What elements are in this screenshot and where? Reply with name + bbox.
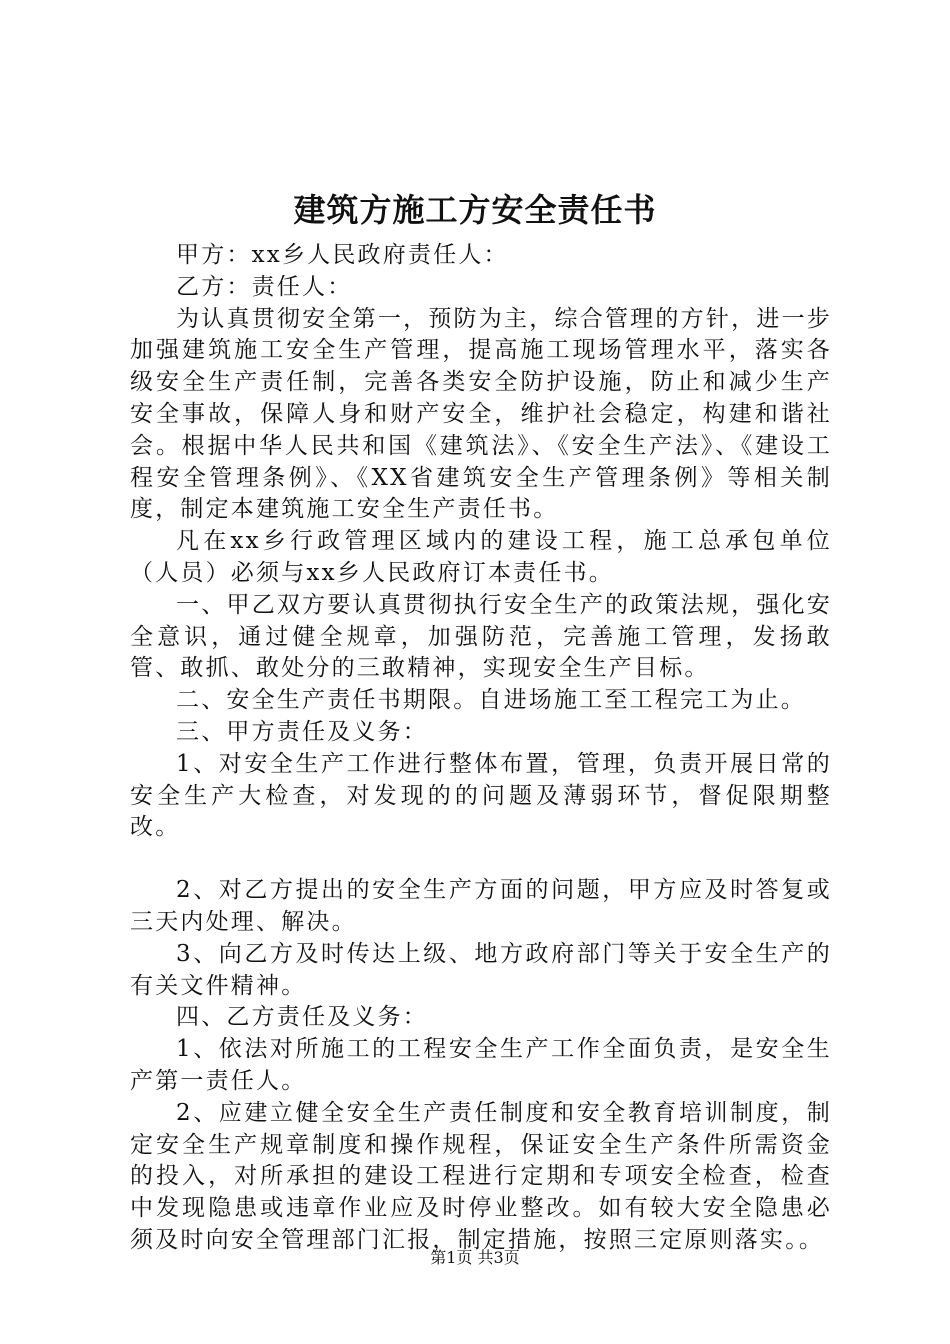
party-b-duty-2: 2、应建立健全安全生产责任制度和安全教育培训制度，制定安全生产规章制度和操作规程，保证安全生产条件所需资金的投入，对所承担的建设工程进行定期和专项安全检查，检查中发现隐患或违章作业应及时停业整改。如有较大安全隐患必须及时向安全管理部门汇报，制定措施，按照三定原则落实。。	[130, 1099, 832, 1253]
clause-three-heading: 三、甲方责任及义务：	[176, 718, 428, 745]
scope-paragraph: 凡在xx乡行政管理区域内的建设工程，施工总承包单位（人员）必须与xx乡人民政府订本责任书。	[130, 528, 832, 586]
party-b-line: 乙方：责任人：	[176, 273, 353, 300]
clause-two: 二、安全生产责任书期限。自进场施工至工程完工为止。	[176, 687, 806, 714]
clause-four-heading: 四、乙方责任及义务：	[176, 1004, 428, 1031]
party-a-duty-3: 3、向乙方及时传达上级、地方政府部门等关于安全生产的有关文件精神。	[130, 940, 832, 999]
party-b-duty-1: 1、依法对所施工的工程安全生产工作全面负责，是安全生产第一责任人。	[130, 1036, 832, 1094]
party-a-duty-2: 2、对乙方提出的安全生产方面的问题，甲方应及时答复或三天内处理、解决。	[130, 877, 832, 935]
document-title: 建筑方施工方安全责任书	[293, 191, 657, 229]
blank-line	[130, 844, 832, 875]
preamble-paragraph: 为认真贯彻安全第一，预防为主，综合管理的方针，进一步加强建筑施工安全生产管理，提高施工现场管理水平，落实各级安全生产责任制，完善各类安全防护设施，防止和减少生产安全事故，保障人身和财产安全，维护社会稳定，构建和谐社会。根据中华人民共和国《建筑法》、《安全生产法》、《建设工程安全管理条例》、《XX省建筑安全生产管理条例》等相关制度，制定本建筑施工安全生产责任书。	[130, 305, 832, 523]
party-a-duty-1: 1、对安全生产工作进行整体布置，管理，负责开展日常的安全生产大检查，对发现的的问题及薄弱环节，督促限期整改。	[130, 750, 832, 841]
page-footer: 第1页 共3页	[430, 1248, 520, 1267]
clause-one: 一、甲乙双方要认真贯彻执行安全生产的政策法规，强化安全意识，通过健全规章，加强防范，完善施工管理，发扬敢管、敢抓、敢处分的三敢精神，实现安全生产目标。	[130, 591, 832, 682]
document-body	[130, 240, 832, 1257]
party-a-line: 甲方：xx乡人民政府责任人：	[176, 242, 509, 268]
